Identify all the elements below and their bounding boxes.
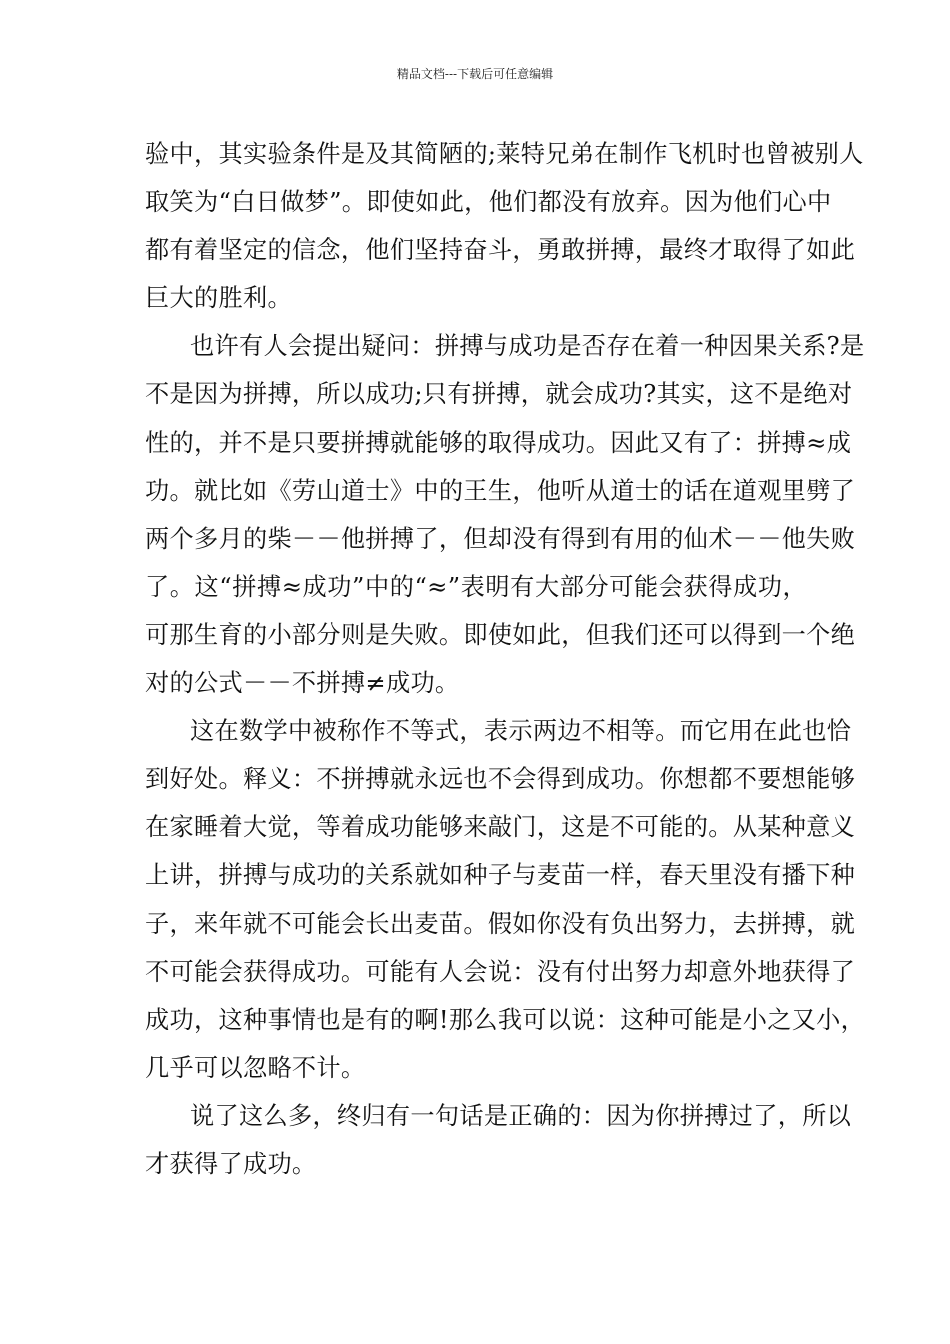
text-line: 不是因为拼搏，所以成功;只有拼搏，就会成功?其实，这不是绝对 <box>145 380 853 409</box>
text-line: 几乎可以忽略不计。 <box>145 1053 366 1082</box>
text-line: 可那生育的小部分则是失败。即使如此，但我们还可以得到一个绝 <box>145 620 856 649</box>
text-line: 验中，其实验条件是及其简陋的;莱特兄弟在制作飞机时也曾被别人 <box>145 140 864 168</box>
text-line: 取笑为“白日做梦”。即使如此，他们都没有放弃。因为他们心中 <box>145 188 832 217</box>
text-line: 功。就比如《劳山道士》中的王生，他听从道士的话在道观里劈了 <box>145 476 856 505</box>
page-header: 精品文档---下载后可任意编辑 <box>396 67 554 81</box>
text-line: 对的公式－－不拼搏≠成功。 <box>145 669 460 698</box>
paragraph-start-line: 这在数学中被称作不等式，表示两边不相等。而它用在此也恰 <box>190 717 852 746</box>
text-line: 性的，并不是只要拼搏就能够的取得成功。因此又有了：拼搏≈成 <box>145 428 852 457</box>
text-line: 子，来年就不可能会长出麦苗。假如你没有负出努力，去拼搏，就 <box>145 909 856 938</box>
essay-body <box>145 130 866 1188</box>
text-line: 才获得了成功。 <box>145 1149 317 1178</box>
paragraph-start-line: 也许有人会提出疑问：拼搏与成功是否存在着一种因果关系?是 <box>190 332 865 361</box>
text-line: 不可能会获得成功。可能有人会说：没有付出努力却意外地获得了 <box>145 957 856 986</box>
text-line: 到好处。释义：不拼搏就永远也不会得到成功。你想都不要想能够 <box>145 765 856 794</box>
text-line: 两个多月的柴－－他拼搏了，但却没有得到有用的仙术－－他失败 <box>145 524 856 553</box>
text-line: 巨大的胜利。 <box>145 284 292 313</box>
text-line: 了。这“拼搏≈成功”中的“≈”表明有大部分可能会获得成功， <box>145 572 807 601</box>
text-line: 在家睡着大觉，等着成功能够来敲门，这是不可能的。从某种意义 <box>145 813 856 842</box>
text-line: 上讲，拼搏与成功的关系就如种子与麦苗一样，春天里没有播下种 <box>145 861 856 890</box>
paragraph-start-line: 说了这么多，终归有一句话是正确的：因为你拼搏过了，所以 <box>190 1101 852 1130</box>
text-line: 成功，这种事情也是有的啊!那么我可以说：这种可能是小之又小， <box>145 1005 866 1034</box>
text-line: 都有着坚定的信念，他们坚持奋斗，勇敢拼搏，最终才取得了如此 <box>145 236 856 265</box>
